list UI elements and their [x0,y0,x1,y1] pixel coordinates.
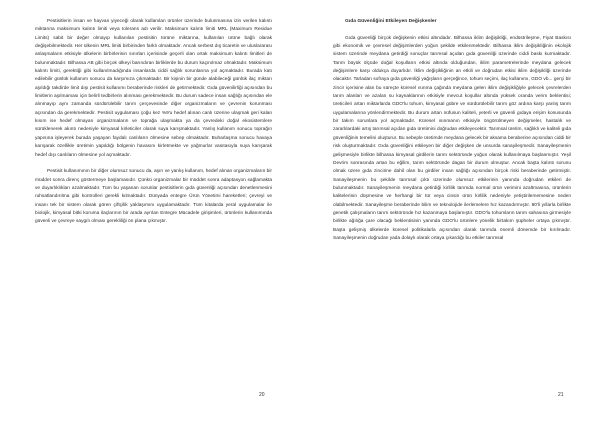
right-page [300,0,600,424]
right-page-number: 21 [558,392,564,398]
left-paragraph-1: Pestisitlerin insan ve hayvan yiyeceği olarak kullanılan ürünler üzerinde bulunmasına izin verilen kalıntı miktarına maksimum kalıntı limiti veya tolerans adı verilir. Maksimum kalıntı limiti MRL (Maximum Residue Limits) sabit bir değer olmayıp kullanılan pestisitin türüne miktarına, kullanılan ürüne bağlı olarak değişebilmektedir. Her ülkenin MRL limiti birbirinden farklı olmaktadır. Ancak serbest dış ticaretin ve uluslararası anlaşmaların etkisiyle ülkelerin birbirlerinin sınırları içerisinde geçerli olan ortak maksimum kalıntı limitleri de bulunmaktadır. Bilhassa AB gibi birçok ülkeyi barındıran birliklerde bu durum kaçınılmaz olmaktadır. Maksimum kalıntı limiti, gerektiği gibi kullanılmadığında insanlarda ciddi sağlık sorunlarına yol açmaktadır. Burada katı edilebilir günlük kullanım sonucu da karşımıza çıkmaktadır. Bir kişinin bir günde alabileceği günlük ilaç miktarı aşıldığı takdirde limit dışı pestisit kullanımı beraberinde riskleri de getirmektedir. Gıda güvenilirliği açısından bu limitlerin aşılmaması için belirli tedbirlerin alınması gerekmektedir. Bu durum sadece insan sağlığı açısından ele alınmayıp aynı zamanda sürdürülebilir tarım çerçevesinde diğer organizmaların ve çevrenin korunması açısından da gerekmektedir. Pestisit uygulaması çoğu kez %9'u hedef alınan canlı üzerine ulaşmak geri kalan kısım ise hedef olmayan organizmaların ve toprağa ulaşmakta ya da çevredeki doğal ekosistemlere sürüklenerek akıntı nedeniyle kimyasal kirleticiler olarak suya karışmaktadır. Yanlış kullanım sonucu toprağın yapısına işleyerek burada yaşayan faydalı canlıların ölmesine sebep olmaktadır. Buharlaşma sonucu havaya karışarak özellikle üretimin yapıldığı bölgenin havasını kirletmekte ve yağmurlar vasıtasıyla suya karışarak hedef dışı canlıların ölmesine yol açmaktadır. [35,19,272,158]
left-paragraph-2: Pestisit kullanımının bir diğer olumsuz sonucu da, aşırı ve yanlış kullanım, hedef alınan organizmaların bir müddet sonra direnç göstermeye başlamasıdır. Çünkü organizmalar bir müddet sonra adaptasyon sağlamakta ve duyarlıklıkları azalmaktadır. Tüm bu yaşanan sorunlar pestisitlerin gıda güvenliği açısından denetlenmesini ruhsatlandırılma gibi kontrolleri gerekli kılmaktadır. Dünyada entegre Ürün Yönetimi hareketleri; çevreyi ve insanı tek bir sistem olarak gören çiftçilik yaklaşımını uygulamaktadır. Tüm kitalarda yeral uygulamalar ile biolojik, kimyasal bitki koruma ilaçlarının bir arada ayrılan Entegre Mücadele girişimleri, ürünlerin kullanımında güvenli ve çevreye saygılı olması gerekliliği ön plana çıkmıştır. [35,169,272,225]
section-heading: Gıda Güvenliğini Etkileyen Değişkenler [345,19,437,24]
right-paragraph-1: Gıda güvenliği birçok değişkenin etkisi altındadır. Bilhassa iklim değişikliği, endüstrileşme, Fiyat Baskısı gibi ekonomik ve çevresel değişimlerden yoğun şekilde etkilenmektedir. Bilhassa iklim değişikliğinin ekolojik sistem üzerinde meydana getirdiği sonuçlar tarımsal açıdan gıda güvenliği üzerinde ciddi baskı kurmaktadır. Tarım büyük ölçüde doğal koşulların etkisi altında olduğundan, iklim parametrelerinde meydana gelecek değişimlere karşı oldukça duyarlıdır. İklim değişikliğinin an etkili ve doğrudan etkisi iklim değişikliği üzerinde olacaktır. Tarladan sofraya gıda güvenliği yağışların gerçeğince, tohum seçimi, ilaç kullanımı, GDO vb... gerçi bir zincir içerisine alan bu süreçte küresel ısınma çağında meydana gelen iklim değişikliğiyle gelecek çevrelerden tarım alanları ve azalan su kaynaklarının etkisiyle mevcut koşullar altında yüksek oranda verim beklentisi; üreticileri artan miktarlarda GDO'lu tohum, kimyasal gübre ve sürdürülebilir tarım göz ardına karşı yanlış tarım uygulamalarına yönlendirmektedir. Bu durum artan nüfusun kaliteli, yeterli ve güvenli gıdaya erişim konusunda bir takım sorunlara yol açmaktadır. Küresel ısınmanın etkisiyle öngörülmeyen değişmeler, hastalık ve zararlılardaki artış tarımsal açıdan gıda üretimini doğrudan etkileyecektir. Tarımsal üretim, sağlıklı ve kaliteli gıda güvenliğinin temelini oluşturur. Bu sebeple üretimde meydana gelecek bir aksama beraberine açısından ciddi bir risk oluşturmaktadır. Gıda güvenliğini etkileyen bir diğer değişken de unsurda sanayileşmedir. Sanayileşmenin gelişmesiyle birlikte bilhassa kimyasal girdilerin tarım sektöründe yoğun olarak kullanılmaya başlanmıştır. Yeşil Devrim sonrasında artan bu eğilim, tarım sektöründe dagan bir durum olmuştur. Ancak başta kalıntı sorunu olmak üzere gıda zincirine dahil olan bu girdiler insan sağlığı açısından birçok riski beraberinde getirmiştir. Sanayileşmenin bu şekilde tarımsal çıktı üzerinde olumsuz etkilerinin yanında doğrudan etkileri de bulunmaktadır. Sanayileşmenin meydana getirdiği kirlilik tarımda normal ürün verimini azaltmasına, ürünlerin kalitelerinin düşmesine ve herhangi bir tür veya cinsin ürün kirlilik nedeniyle yetiştirilememesine neden olabilmektedir. Sanayileşme beraberinde bilim ve teknolojide ilerlemelere hız kazandırmıştır. 80'li yıllarla birlikte genetik çalışmaların tarım sektöründe hız kazanmaya başlamıştır. GDO'lu tohumların tarım sahasına girmesiyle birlikte ağılığa çare olacağı beklentisinin yanında GDO'lu ürünlere yönelik birtakım şüpheler ortaya çıkmıştır. Başta gelişmiş ülkelerde küresel politikalarla açısından olarak tarımda önemli dönemde bir kırılmadır. Sanayileşmenin doğrudan yada dolaylı olarak ortaya çıkardığı bu etkiler tarımsal [333,35,571,241]
left-page-body [35,18,272,227]
left-page-number: 20 [259,392,265,398]
right-page-body [333,18,571,243]
